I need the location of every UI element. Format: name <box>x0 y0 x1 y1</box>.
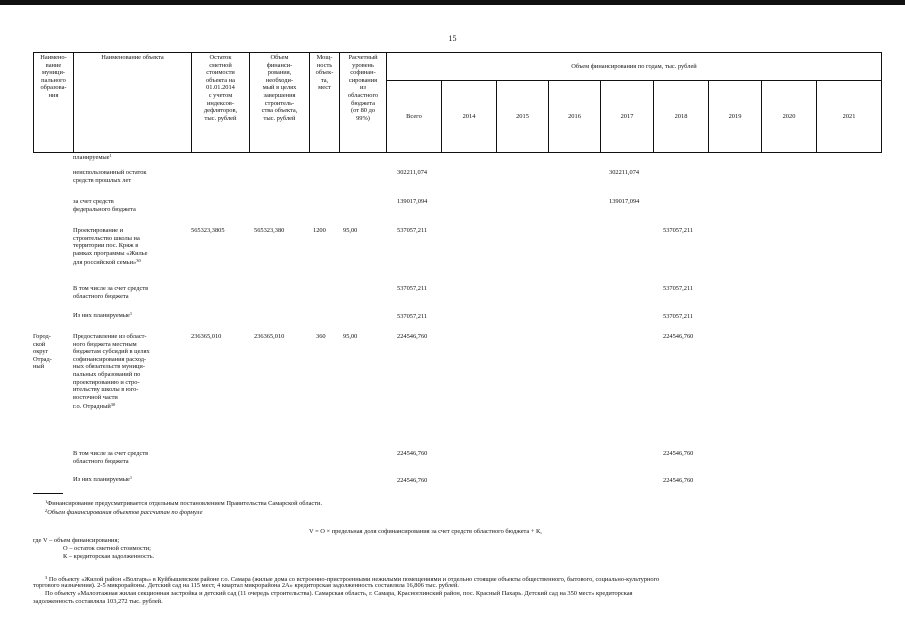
row-2018: 224546,760 <box>663 333 694 340</box>
row-remaining: 565323,3805 <box>191 227 225 234</box>
row-capacity: 360 <box>316 333 326 340</box>
row-object: В том числе за счет средств областного бюджета <box>73 285 149 300</box>
header-level: Расчетный уровень софинан- сирования из областного бюджета (от 80 до 99%) <box>340 53 387 153</box>
row-object: Из них планируемые$^1$ <box>73 311 133 319</box>
row-total: 537057,211 <box>397 313 428 320</box>
header-year: 2018 <box>654 81 709 153</box>
footnote-4: По объекту «Малоэтажная жилая секционная застройка и детский сад (11 очередь строительства). Самарская область, г. Самара, Красноглинский район, пос. Красный Пахарь. Детский сад на 350 мест» кредиторская <box>45 590 633 597</box>
row-total: 224546,760 <box>397 333 428 340</box>
header-year: 2017 <box>601 81 654 153</box>
header-year: 2021 <box>817 81 882 153</box>
footnote-3-cont: торгового назначения). 2-5 микрорайоны. Детский сад на 115 мест, 4 квартал микрорайона 2А» кредиторская задолженность составляла 16,806 тыс. рублей. <box>33 582 459 589</box>
footnote-3: $^3$ По объекту «Жилой район «Волгарь» в Куйбышевском районе г.о. Самара (жилые дома со встроенно-пристроенными нежилыми помещениями и отдельно стоящие объекты общественного, бытового, социально-культурного <box>45 575 660 583</box>
row-2018: 224546,760 <box>663 477 694 484</box>
where-o: О – остаток сметной стоимости; <box>63 545 151 552</box>
row-capacity: 1200 <box>313 227 326 234</box>
row-2018: 537057,211 <box>663 285 694 292</box>
row-total: 224546,760 <box>397 450 428 457</box>
header-capacity: Мощ- ность объек- та, мест <box>310 53 340 153</box>
table-row: планируемые$^1$ <box>73 153 112 161</box>
where-v: где V – объем финансирования; <box>33 537 120 544</box>
table-header <box>33 52 881 153</box>
header-years-title: Объем финансирования по годам, тыс. рублей <box>387 53 882 81</box>
footnote-2: $^2$Объем финансирования объектов рассчитан по формуле <box>45 508 203 516</box>
row-volume: 236365,010 <box>254 333 285 340</box>
row-object: Из них планируемые$^1$ <box>73 475 133 483</box>
footnote-rule <box>33 493 63 494</box>
header-object: Наименование объекта <box>74 53 192 153</box>
header-year: 2014 <box>442 81 497 153</box>
page-number: 15 <box>448 34 457 43</box>
row-object: Проектирование и строительство школы на территории пос. Кряж в рамках программы «Жилье для российской семьи»$^{30}$ <box>73 227 148 267</box>
table-body <box>33 153 881 490</box>
top-border-rule <box>0 0 905 5</box>
header-year: 2015 <box>497 81 549 153</box>
row-2018: 537057,211 <box>663 227 694 234</box>
formula: V = О × предельная доля софинансирования за счет средств областного бюджета + К, <box>309 528 542 535</box>
row-2018: 224546,760 <box>663 450 694 457</box>
row-2017: 302211,074 <box>609 169 640 176</box>
row-total: 537057,211 <box>397 227 428 234</box>
header-year: 2020 <box>762 81 817 153</box>
row-object: неиспользованный остаток средств прошлых лет <box>73 169 147 184</box>
row-level: 95,00 <box>343 333 358 340</box>
row-total: 224546,760 <box>397 477 428 484</box>
row-level: 95,00 <box>343 227 358 234</box>
row-2018: 537057,211 <box>663 313 694 320</box>
row-total: 302211,074 <box>397 169 428 176</box>
where-k: К – кредиторская задолженность. <box>63 553 155 560</box>
row-volume: 565323,380 <box>254 227 285 234</box>
header-remaining: Остаток сметной стоимости объекта на 01.01.2014 с учетом индексов- дефляторов, тыс. рублей <box>192 53 250 153</box>
row-municipality: Город- ской округ Отрад- ный <box>33 333 52 371</box>
footnote-4-cont: задолженность составляла 103,272 тыс. рублей. <box>33 598 163 605</box>
row-2017: 139017,094 <box>609 198 640 205</box>
header-volume: Объем финанси- рования, необходи- мый в целях завершения строитель- ства объекта, тыс. рублей <box>250 53 310 153</box>
header-municipality: Наимено- вание муници- пального образова- ния <box>34 53 74 153</box>
row-remaining: 236365,010 <box>191 333 222 340</box>
header-total: Всего <box>387 81 442 153</box>
row-object: за счет средств федерального бюджета <box>73 198 136 213</box>
footnote-1: $^1$Финансирование предусматривается отдельным постановлением Правительства Самарской области. <box>45 499 323 507</box>
row-total: 139017,094 <box>397 198 428 205</box>
row-object: Предоставление из област- ного бюджета местным бюджетам субсидий в целях софинансирования расход- ных обязательств муници- пальных образований по проектированию и стро- ительству школы в юго- восточной части г.о. Отрадный$^{30}$ <box>73 333 150 411</box>
row-object: В том числе за счет средств областного бюджета <box>73 450 149 465</box>
row-total: 537057,211 <box>397 285 428 292</box>
header-year: 2019 <box>709 81 762 153</box>
header-year: 2016 <box>549 81 601 153</box>
